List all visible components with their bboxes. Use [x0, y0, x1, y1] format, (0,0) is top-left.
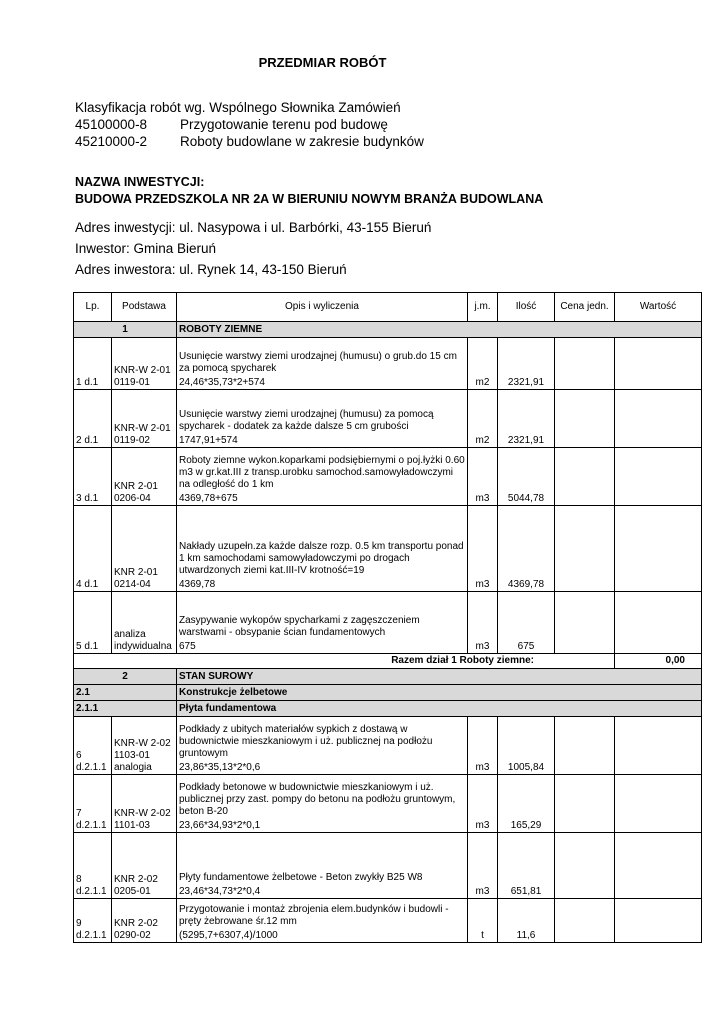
row-jm: m3	[468, 592, 498, 654]
row-value	[615, 448, 702, 506]
header-cena: Cena jedn.	[555, 293, 615, 322]
row-lp: 2 d.1	[74, 390, 112, 448]
subsection-title: Konstrukcje żelbetowe	[177, 685, 702, 701]
row-calculation: (5295,7+6307,4)/1000	[179, 930, 278, 941]
subsection-row	[74, 701, 702, 717]
row-value	[615, 592, 702, 654]
row-description: Roboty ziemne wykon.koparkami podsiębiernymi o poj.łyżki 0.60 m3 w gr.kat.III z transp.urobku samochod.samowyładowczymi na odległość do 1 km	[179, 455, 465, 490]
row-qty: 1005,84	[498, 717, 555, 775]
row-opis	[177, 717, 468, 775]
row-opis	[177, 592, 468, 654]
row-jm: m3	[468, 775, 498, 833]
cost-estimate-table	[73, 292, 702, 943]
investment-address-block	[75, 217, 431, 280]
section-sum-label: Razem dział 1 Roboty ziemne:	[74, 654, 615, 669]
row-value	[615, 338, 702, 390]
row-opis	[177, 833, 468, 899]
row-value	[615, 717, 702, 775]
row-description: Usunięcie warstwy ziemi urodzajnej (humusu) za pomocą spycharek - dodatek za każde dalsze 5 cm grubości	[179, 409, 434, 432]
table-row	[74, 506, 702, 592]
row-calculation: 4369,78	[179, 579, 216, 590]
row-qty: 2321,91	[498, 338, 555, 390]
header-wartosc: Wartość	[615, 293, 702, 322]
table-header-row	[74, 293, 702, 322]
investment-name: BUDOWA PRZEDSZKOLA NR 2A W BIERUNIU NOWYM BRANŻA BUDOWLANA	[75, 192, 544, 206]
row-calculation: 675	[179, 641, 196, 652]
row-opis	[177, 899, 468, 943]
row-price	[555, 390, 615, 448]
row-jm: m3	[468, 448, 498, 506]
classification-code: 45210000-2	[75, 134, 148, 149]
row-description: Zasypywanie wykopów spycharkami z zagęszczeniem warstwami - obsypanie ścian fundamentowych	[179, 615, 420, 638]
table-row	[74, 390, 702, 448]
section-title: ROBOTY ZIEMNE	[177, 322, 702, 338]
row-podstawa: KNR-W 2-02 1103-01 analogia	[112, 717, 177, 775]
row-calculation: 23,46*34,73*2*0,4	[179, 886, 261, 897]
subsection-number: 2.1	[74, 685, 177, 701]
section-sum-row	[74, 654, 702, 669]
row-calculation: 23,86*35,13*2*0,6	[179, 762, 261, 773]
row-jm: m3	[468, 833, 498, 899]
row-value	[615, 390, 702, 448]
table-row	[74, 592, 702, 654]
row-lp: 8 d.2.1.1	[74, 833, 112, 899]
classification-label: Roboty budowlane w zakresie budynków	[180, 134, 424, 149]
investor-address: Adres inwestora: ul. Rynek 14, 43-150 Bieruń	[75, 262, 347, 277]
table-row	[74, 717, 702, 775]
row-qty: 165,29	[498, 775, 555, 833]
section-row	[74, 669, 702, 685]
row-qty: 2321,91	[498, 390, 555, 448]
row-podstawa: KNR 2-01 0206-04	[112, 448, 177, 506]
row-podstawa: KNR 2-02 0290-02	[112, 899, 177, 943]
row-calculation: 1747,91+574	[179, 435, 238, 446]
subsection-row	[74, 685, 702, 701]
row-qty: 675	[498, 592, 555, 654]
row-podstawa: KNR-W 2-01 0119-02	[112, 390, 177, 448]
table-row	[74, 899, 702, 943]
investor: Inwestor: Gmina Bieruń	[75, 241, 217, 256]
classification-heading: Klasyfikacja robót wg. Wspólnego Słownika Zamówień	[75, 100, 401, 115]
classification-code-row	[75, 116, 424, 133]
table-row	[74, 338, 702, 390]
row-jm: m2	[468, 338, 498, 390]
row-podstawa: analiza indywidualna	[112, 592, 177, 654]
classification-block	[75, 99, 424, 150]
row-calculation: 4369,78+675	[179, 493, 238, 504]
row-podstawa: KNR-W 2-01 0119-01	[112, 338, 177, 390]
row-qty: 651,81	[498, 833, 555, 899]
row-price	[555, 775, 615, 833]
row-calculation: 23,66*34,93*2*0,1	[179, 820, 261, 831]
row-lp: 9 d.2.1.1	[74, 899, 112, 943]
section-number: 1	[74, 322, 177, 338]
row-jm: m3	[468, 717, 498, 775]
row-value	[615, 775, 702, 833]
row-price	[555, 833, 615, 899]
investment-label: NAZWA INWESTYCJI:	[75, 175, 205, 189]
subsection-number: 2.1.1	[74, 701, 177, 717]
classification-code-row	[75, 133, 424, 150]
row-price	[555, 592, 615, 654]
row-value	[615, 833, 702, 899]
header-opis: Opis i wyliczenia	[177, 293, 468, 322]
row-description: Podkłady betonowe w budownictwie mieszkaniowym i uż. publicznej przy zast. pompy do betonu na podłożu gruntowym, beton B-20	[179, 782, 456, 817]
header-podstawa: Podstawa	[112, 293, 177, 322]
row-jm: m2	[468, 390, 498, 448]
row-podstawa: KNR-W 2-02 1101-03	[112, 775, 177, 833]
row-lp: 4 d.1	[74, 506, 112, 592]
investment-address: Adres inwestycji: ul. Nasypowa i ul. Barbórki, 43-155 Bieruń	[75, 220, 432, 235]
subsection-title: Płyta fundamentowa	[177, 701, 702, 717]
row-jm: t	[468, 899, 498, 943]
row-price	[555, 448, 615, 506]
row-opis	[177, 338, 468, 390]
row-value	[615, 506, 702, 592]
row-opis	[177, 506, 468, 592]
row-qty: 11,6	[498, 899, 555, 943]
row-qty: 4369,78	[498, 506, 555, 592]
row-description: Przygotowanie i montaż zbrojenia elem.budynków i budowli - pręty żebrowane śr.12 mm	[179, 904, 449, 927]
classification-code: 45100000-8	[75, 117, 148, 132]
row-price	[555, 506, 615, 592]
row-description: Usunięcie warstwy ziemi urodzajnej (humusu) o grub.do 15 cm za pomocą spycharek	[179, 351, 457, 374]
row-description: Płyty fundamentowe żelbetowe - Beton zwykły B25 W8	[179, 872, 423, 883]
row-lp: 1 d.1	[74, 338, 112, 390]
row-opis	[177, 390, 468, 448]
row-opis	[177, 448, 468, 506]
section-sum-value: 0,00	[615, 654, 702, 669]
table-row	[74, 775, 702, 833]
row-lp: 6 d.2.1.1	[74, 717, 112, 775]
header-ilosc: Ilość	[498, 293, 555, 322]
row-description: Podkłady z ubitych materiałów sypkich z dostawą w budownictwie mieszkaniowym i uż. publicznej na podłożu gruntowym	[179, 724, 433, 759]
table-row	[74, 833, 702, 899]
row-price	[555, 717, 615, 775]
row-description: Nakłady uzupełn.za każde dalsze rozp. 0.5 km transportu ponad 1 km samochodami samowyładowczymi po drogach utwardzonych ziemi kat.III-IV krotność=19	[179, 541, 464, 576]
row-qty: 5044,78	[498, 448, 555, 506]
row-lp: 3 d.1	[74, 448, 112, 506]
section-title: STAN SUROWY	[177, 669, 702, 685]
row-podstawa: KNR 2-01 0214-04	[112, 506, 177, 592]
row-jm: m3	[468, 506, 498, 592]
investment-name-block	[75, 174, 543, 208]
classification-label: Przygotowanie terenu pod budowę	[180, 117, 388, 132]
row-lp: 7 d.2.1.1	[74, 775, 112, 833]
row-podstawa: KNR 2-02 0205-01	[112, 833, 177, 899]
row-value	[615, 899, 702, 943]
header-lp: Lp.	[74, 293, 112, 322]
section-row	[74, 322, 702, 338]
row-price	[555, 338, 615, 390]
row-price	[555, 899, 615, 943]
row-opis	[177, 775, 468, 833]
table-row	[74, 448, 702, 506]
row-lp: 5 d.1	[74, 592, 112, 654]
section-number: 2	[74, 669, 177, 685]
header-jm: j.m.	[468, 293, 498, 322]
row-calculation: 24,46*35,73*2+574	[179, 377, 265, 388]
document-title: PRZEDMIAR ROBÓT	[258, 55, 387, 70]
